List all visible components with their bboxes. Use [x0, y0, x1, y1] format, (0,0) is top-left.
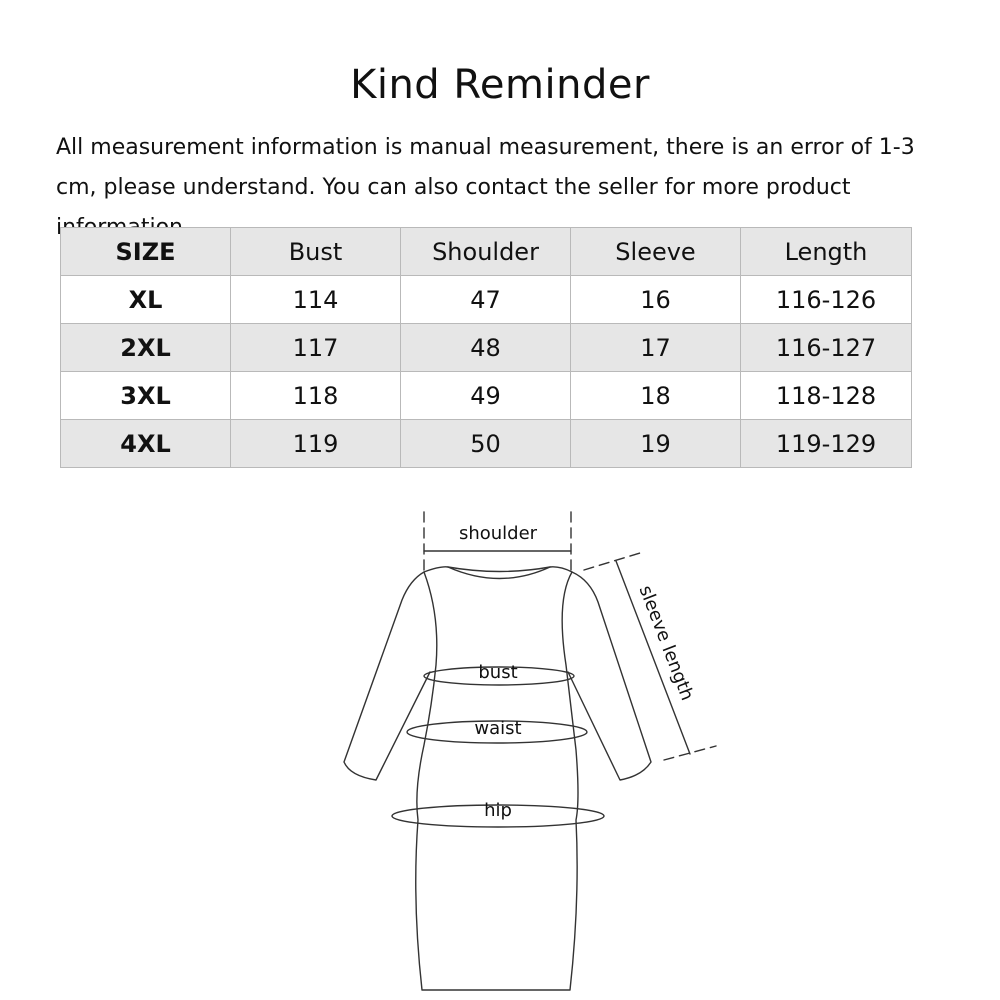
- cell-sleeve: 17: [571, 324, 741, 372]
- cell-length: 116-127: [741, 324, 912, 372]
- left-sleeve: [344, 572, 430, 780]
- cell-shoulder: 47: [401, 276, 571, 324]
- waist-label: waist: [474, 718, 522, 739]
- cell-bust: 119: [231, 420, 401, 468]
- cell-size: XL: [61, 276, 231, 324]
- page-title: Kind Reminder: [350, 62, 650, 108]
- table-row: [61, 372, 912, 420]
- cell-shoulder: 50: [401, 420, 571, 468]
- cell-size: 2XL: [61, 324, 231, 372]
- sleeve-length-label: sleeve length: [634, 582, 698, 704]
- right-sleeve: [568, 572, 651, 780]
- cell-length: 116-126: [741, 276, 912, 324]
- table-row: [61, 324, 912, 372]
- cell-bust: 118: [231, 372, 401, 420]
- dress-outline: [416, 567, 578, 990]
- neckline: [448, 567, 550, 572]
- header-length: Length: [741, 228, 912, 276]
- bust-label: bust: [478, 662, 518, 683]
- cell-shoulder: 49: [401, 372, 571, 420]
- cell-length: 118-128: [741, 372, 912, 420]
- cell-length: 119-129: [741, 420, 912, 468]
- cell-size: 4XL: [61, 420, 231, 468]
- cell-sleeve: 16: [571, 276, 741, 324]
- table-row: [61, 276, 912, 324]
- sleeve-measure-top-tick: [584, 553, 640, 570]
- header-size: SIZE: [61, 228, 231, 276]
- cell-size: 3XL: [61, 372, 231, 420]
- table-row: [61, 420, 912, 468]
- shoulder-label: shoulder: [458, 523, 538, 544]
- cell-sleeve: 19: [571, 420, 741, 468]
- size-chart-table: [60, 227, 912, 468]
- cell-sleeve: 18: [571, 372, 741, 420]
- hip-label: hip: [484, 800, 512, 821]
- dress-measurement-diagram: [330, 500, 730, 1000]
- dress-illustration: [330, 500, 730, 1000]
- header-bust: Bust: [231, 228, 401, 276]
- header-sleeve: Sleeve: [571, 228, 741, 276]
- cell-bust: 114: [231, 276, 401, 324]
- table-header-row: [61, 228, 912, 276]
- cell-bust: 117: [231, 324, 401, 372]
- measurement-notice: All measurement information is manual measurement, there is an error of 1-3 cm, please understand. You can also contact the seller for more product information.: [56, 135, 915, 240]
- cell-shoulder: 48: [401, 324, 571, 372]
- header-shoulder: Shoulder: [401, 228, 571, 276]
